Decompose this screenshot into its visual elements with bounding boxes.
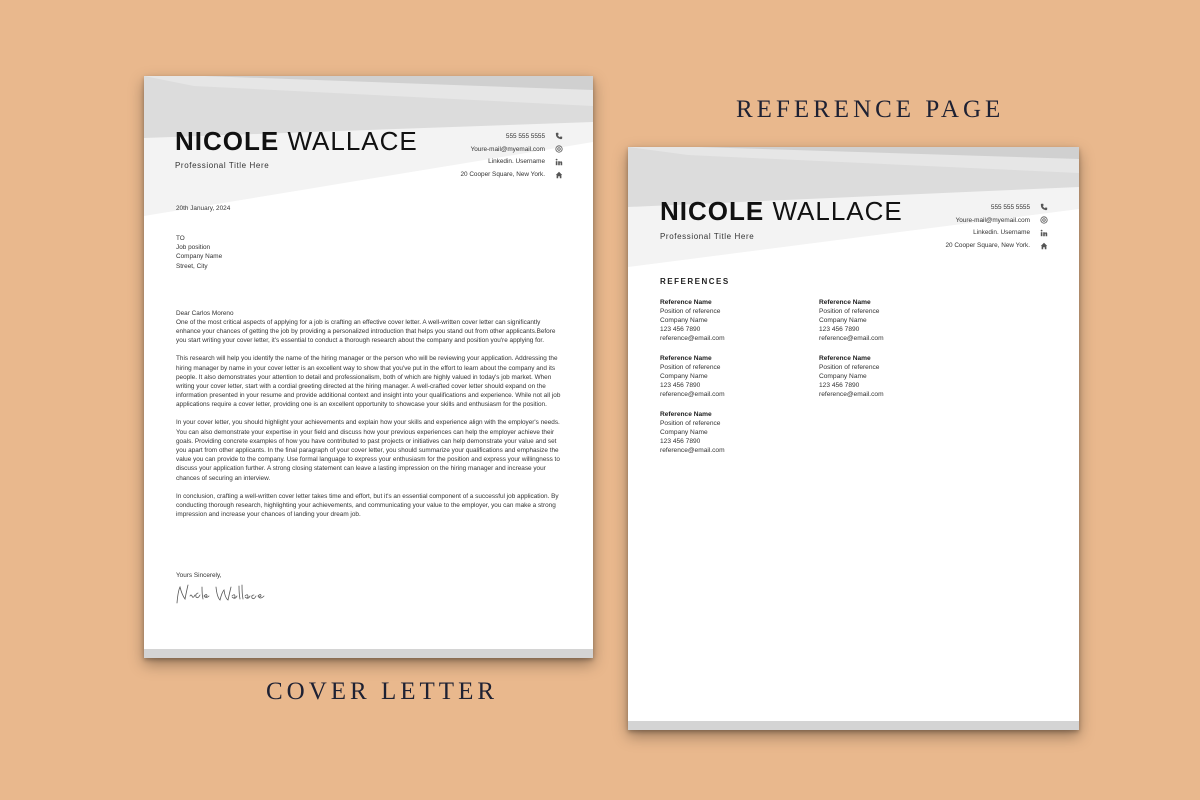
letter-closing: Yours Sincerely, [176, 572, 222, 579]
references-heading: REFERENCES [660, 277, 730, 286]
footer-band [144, 649, 593, 658]
cover-letter-page [144, 76, 593, 658]
reference-email: reference@email.com [819, 335, 884, 343]
contact-address: 20 Cooper Square, New York. [945, 242, 1030, 250]
phone-icon [1037, 203, 1051, 211]
reference-name: Reference Name [819, 299, 871, 306]
contact-email: Youre-mail@myemail.com [955, 216, 1030, 224]
reference-entry [660, 354, 725, 399]
contact-email-row [921, 214, 1051, 227]
reference-entry [819, 354, 884, 399]
contact-email-row [436, 143, 566, 156]
letter-paragraph: In your cover letter, you should highlight your achievements and explain how your skills and experience align with the employer's needs. You can also demonstrate your expertise in your field and discuss how your previous experiences can help the employer achieve their goals. Providing concrete examples of how you have contributed to past projects or initiatives can help demonstrate your value and set you apart from other applicants. In the final paragraph of your cover letter, you should summarize your qualifications and emphasize the value you can provide to the company. Use formal language to express your enthusiasm for the position and express your willingness to discuss your application further. A strong closing statement can leave a lasting impression on the hiring manager and increase your chances of securing an interview. [176, 419, 560, 482]
reference-phone: 123 456 7890 [819, 382, 860, 390]
handwritten-signature [174, 581, 274, 607]
person-name [660, 196, 903, 227]
professional-title: Professional Title Here [660, 232, 755, 241]
reference-company: Company Name [660, 317, 708, 325]
letter-paragraph: One of the most critical aspects of applying for a job is crafting an effective cover letter. A well-written cover letter can significantly enhance your chances of getting the job by providing a personalized introduction that helps you stand out from other applicants.Before you start writing your cover letter, it's essential to conduct a thorough research about the company and position you're applying for. [176, 319, 556, 345]
letter-paragraph: In conclusion, crafting a well-written cover letter takes time and effort, but it's an essential component of a successful job application. By conducting thorough research, highlighting your achievements, and communicating your value to the employer, you can make a strong impression and increase your chances of landing your dream job. [176, 492, 559, 519]
reference-name: Reference Name [660, 411, 712, 418]
reference-phone: 123 456 7890 [660, 382, 701, 390]
letter-greeting: Dear Carlos Moreno [176, 310, 234, 317]
contact-email: Youre-mail@myemail.com [470, 145, 545, 153]
letter-body [176, 318, 562, 528]
contact-address-row [436, 168, 566, 181]
reference-position: Position of reference [660, 364, 721, 372]
person-name [175, 126, 418, 157]
reference-phone: 123 456 7890 [660, 326, 701, 334]
reference-name: Reference Name [819, 355, 871, 362]
reference-email: reference@email.com [660, 447, 725, 455]
reference-company: Company Name [660, 429, 708, 437]
reference-page-caption: REFERENCE PAGE [736, 96, 1005, 123]
reference-company: Company Name [660, 373, 708, 381]
reference-entry [819, 298, 884, 343]
footer-band [628, 721, 1079, 730]
contact-block [436, 130, 566, 181]
reference-position: Position of reference [819, 308, 880, 316]
reference-company: Company Name [819, 373, 867, 381]
contact-block [921, 201, 1051, 252]
contact-phone: 555 555 5555 [990, 203, 1030, 211]
reference-entry [660, 410, 725, 455]
recipient-job-position: Job position [176, 244, 211, 252]
home-icon [552, 171, 566, 179]
last-name: WALLACE [287, 126, 418, 156]
reference-position: Position of reference [660, 420, 721, 428]
linkedin-icon [1037, 229, 1051, 237]
first-name: NICOLE [660, 196, 765, 226]
reference-position: Position of reference [819, 364, 880, 372]
linkedin-icon [552, 158, 566, 166]
letter-date: 20th January, 2024 [176, 205, 231, 212]
recipient-company: Company Name [176, 253, 223, 261]
contact-phone-row [921, 201, 1051, 214]
reference-page [628, 147, 1079, 730]
recipient-street: Street, City [176, 262, 208, 270]
reference-name: Reference Name [660, 299, 712, 306]
reference-phone: 123 456 7890 [819, 326, 860, 334]
cover-letter-caption: COVER LETTER [266, 678, 499, 705]
contact-linkedin-row [921, 227, 1051, 240]
letter-paragraph: This research will help you identify the name of the hiring manager or the person who will be reviewing your application. Addressing the hiring manager by name in your cover letter is an excellent way to show that you've put in the effort to learn about the company and its people. It also demonstrates your attention to detail and professionalism, both of which are highly valued in today's job market. When writing your cover letter, start with a cordial greeting directed at the hiring manager. A well-crafted cover letter should expand on the information presented in your resume and provide additional context and insight into your qualifications and experience. While not all job applications require a cover letter, providing one is an excellent opportunity to showcase your skills and enthusiasm for the position. [176, 355, 561, 409]
contact-linkedin: Linkedin. Username [488, 158, 545, 166]
reference-entry [660, 298, 725, 343]
contact-phone-row [436, 130, 566, 143]
recipient-block [176, 234, 222, 271]
at-icon [552, 145, 566, 153]
reference-name: Reference Name [660, 355, 712, 362]
contact-linkedin-row [436, 156, 566, 169]
reference-position: Position of reference [660, 308, 721, 316]
reference-email: reference@email.com [819, 391, 884, 399]
contact-phone: 555 555 5555 [505, 132, 545, 140]
reference-email: reference@email.com [660, 335, 725, 343]
reference-company: Company Name [819, 317, 867, 325]
contact-linkedin: Linkedin. Username [973, 229, 1030, 237]
contact-address: 20 Cooper Square, New York. [460, 171, 545, 179]
last-name: WALLACE [772, 196, 903, 226]
recipient-to: TO [176, 235, 185, 242]
contact-address-row [921, 239, 1051, 252]
phone-icon [552, 132, 566, 140]
first-name: NICOLE [175, 126, 280, 156]
professional-title: Professional Title Here [175, 161, 270, 170]
reference-email: reference@email.com [660, 391, 725, 399]
at-icon [1037, 216, 1051, 224]
reference-phone: 123 456 7890 [660, 438, 701, 446]
home-icon [1037, 242, 1051, 250]
